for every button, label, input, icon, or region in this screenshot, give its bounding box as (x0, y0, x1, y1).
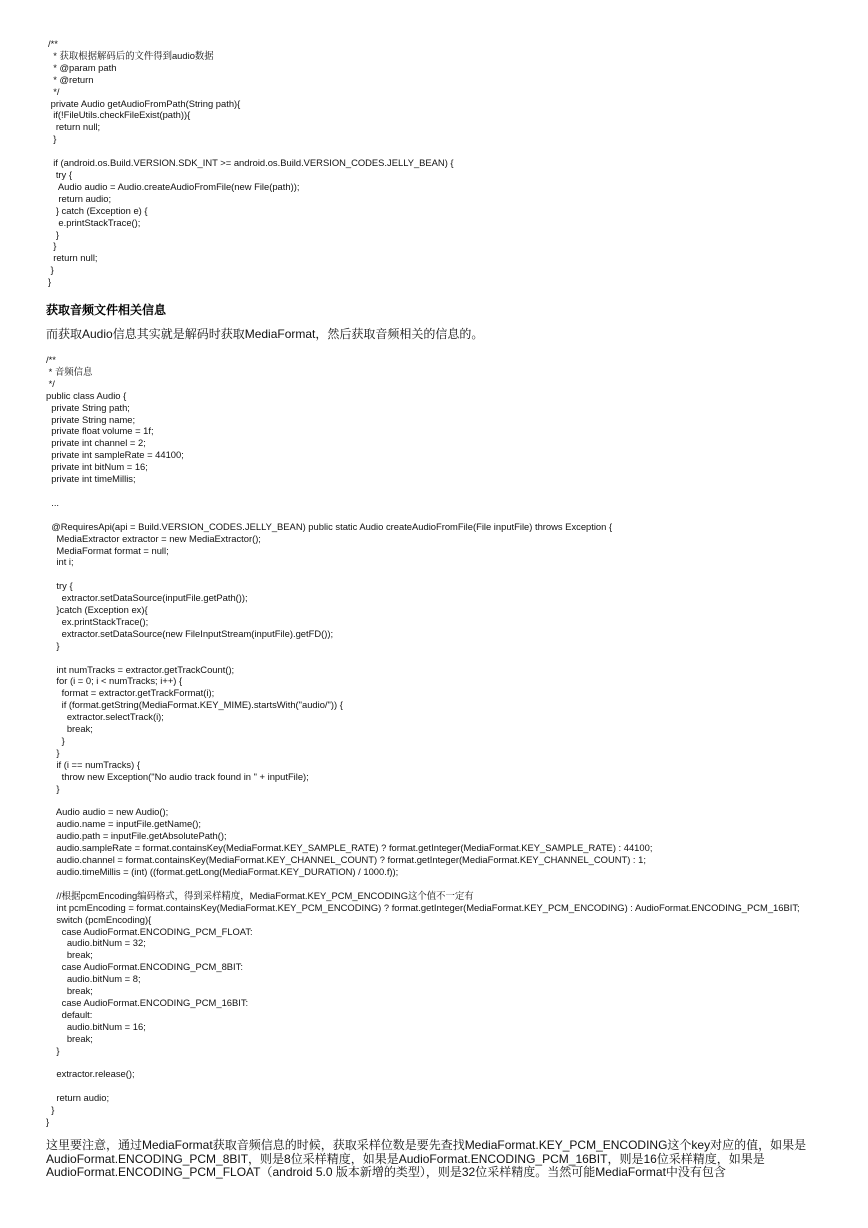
closing-paragraph-line: AudioFormat.ENCODING_PCM_FLOAT（android 5.0 版本新增的类型），则是32位采样精度。当然可能MediaFormat中没有包含 (46, 1165, 726, 1179)
code-block-get-audio-from-path: /** * 获取根据解码后的文件得到audio数据 * @param path * @return */ private Audio getAudioFromPath(String path){ if(!FileUtils.checkFileExist(path)){ return null; } if (android.os.Build.VERSION.SDK_INT >= android.os.Build.VERSION_CODES.JELLY_BEAN) { try { Audio audio = Audio.createAudioFromFile(new File(path)); return audio; } catch (Exception e) { e.printStackTrace(); } } return null; } } (48, 38, 454, 288)
intro-paragraph: 而获取Audio信息其实就是解码时获取MediaFormat，然后获取音频相关的信息的。 (46, 327, 484, 341)
code-block-audio-class: /** * 音频信息 */ public class Audio { private String path; private String name; private float volume = 1f; private int channel = 2; private int sampleRate = 44100; private int bitNum = 16; private int timeMillis; ... @RequiresApi(api = Build.VERSION_CODES.JELLY_BEAN) public static Audio createAudioFromFile(File inputFile) throws Exception { MediaExtractor extractor = new MediaExtractor(); MediaFormat format = null; int i; try { extractor.setDataSource(inputFile.getPath()); }catch (Exception ex){ ex.printStackTrace(); extractor.setDataSource(new FileInputStream(inputFile).getFD()); } int numTracks = extractor.getTrackCount(); for (i = 0; i < numTracks; i++) { format = extractor.getTrackFormat(i); if (format.getString(MediaFormat.KEY_MIME).startsWith("audio/")) { extractor.selectTrack(i); break; } } if (i == numTracks) { throw new Exception("No audio track found in " + inputFile); } Audio audio = new Audio(); audio.name = inputFile.getName(); audio.path = inputFile.getAbsolutePath(); audio.sampleRate = format.containsKey(MediaFormat.KEY_SAMPLE_RATE) ? format.getInteger(MediaFormat.KEY_SAMPLE_RATE) : 44100; audio.channel = format.containsKey(MediaFormat.KEY_CHANNEL_COUNT) ? format.getInteger(MediaFormat.KEY_CHANNEL_COUNT) : 1; audio.timeMillis = (int) ((format.getLong(MediaFormat.KEY_DURATION) / 1000.f)); //根据pcmEncoding编码格式，得到采样精度，MediaFormat.KEY_PCM_ENCODING这个值不一定有 int pcmEncoding = format.containsKey(MediaFormat.KEY_PCM_ENCODING) ? format.getInteger(MediaFormat.KEY_PCM_ENCODING) : AudioFormat.ENCODING_PCM_16BIT; switch (pcmEncoding){ case AudioFormat.ENCODING_PCM_FLOAT: audio.bitNum = 32; break; case AudioFormat.ENCODING_PCM_8BIT: audio.bitNum = 8; break; case AudioFormat.ENCODING_PCM_16BIT: default: audio.bitNum = 16; break; } extractor.release(); return audio; } } (46, 354, 800, 1127)
section-heading: 获取音频文件相关信息 (46, 303, 167, 317)
closing-paragraph-line: 这里要注意，通过MediaFormat获取音频信息的时候，获取采样位数是要先查找MediaFormat.KEY_PCM_ENCODING这个key对应的值，如果是 (46, 1138, 807, 1152)
closing-paragraph (46, 1139, 836, 1180)
closing-paragraph-line: AudioFormat.ENCODING_PCM_8BIT，则是8位采样精度，如果是AudioFormat.ENCODING_PCM_16BIT，则是16位采样精度，如果是 (46, 1151, 765, 1166)
